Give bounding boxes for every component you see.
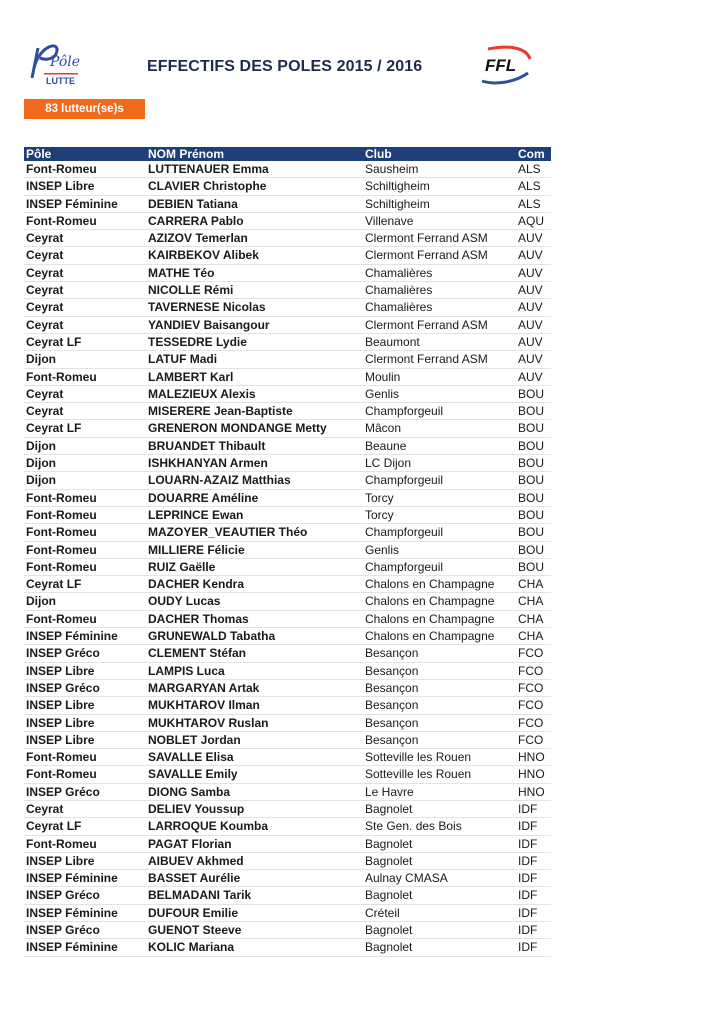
cell-com: HNO — [516, 749, 551, 766]
table-row — [24, 800, 551, 817]
table-row — [24, 593, 551, 610]
cell-com: FCO — [516, 714, 551, 731]
cell-pole: Font-Romeu — [24, 161, 146, 178]
table-row — [24, 368, 551, 385]
cell-com: FCO — [516, 731, 551, 748]
cell-pole: Ceyrat LF — [24, 420, 146, 437]
cell-com: BOU — [516, 472, 551, 489]
table-row — [24, 299, 551, 316]
cell-name: MARGARYAN Artak — [146, 679, 363, 696]
table-row — [24, 230, 551, 247]
cell-pole: Dijon — [24, 593, 146, 610]
cell-club: Sausheim — [363, 161, 516, 178]
cell-name: DUFOUR Emilie — [146, 904, 363, 921]
roster-table — [24, 147, 551, 957]
cell-club: Besançon — [363, 662, 516, 679]
column-header-com: Com — [516, 147, 551, 161]
cell-com: IDF — [516, 887, 551, 904]
cell-pole: Font-Romeu — [24, 524, 146, 541]
cell-pole: INSEP Féminine — [24, 939, 146, 956]
cell-club: Mâcon — [363, 420, 516, 437]
cell-com: AQU — [516, 212, 551, 229]
table-header-row — [24, 147, 551, 161]
cell-name: DACHER Thomas — [146, 610, 363, 627]
cell-name: BELMADANI Tarik — [146, 887, 363, 904]
cell-club: Bagnolet — [363, 852, 516, 869]
cell-com: FCO — [516, 662, 551, 679]
cell-club: Schiltigheim — [363, 195, 516, 212]
cell-name: MUKHTAROV Ruslan — [146, 714, 363, 731]
cell-club: Chamalières — [363, 264, 516, 281]
cell-pole: Ceyrat LF — [24, 818, 146, 835]
cell-club: Créteil — [363, 904, 516, 921]
table-row — [24, 783, 551, 800]
cell-name: MAZOYER_VEAUTIER Théo — [146, 524, 363, 541]
cell-club: Chamalières — [363, 299, 516, 316]
cell-pole: Ceyrat — [24, 316, 146, 333]
table-row — [24, 697, 551, 714]
table-row — [24, 247, 551, 264]
cell-com: ALS — [516, 178, 551, 195]
cell-club: Besançon — [363, 645, 516, 662]
table-row — [24, 282, 551, 299]
cell-club: Genlis — [363, 385, 516, 402]
cell-name: LAMBERT Karl — [146, 368, 363, 385]
cell-club: Bagnolet — [363, 887, 516, 904]
cell-pole: INSEP Libre — [24, 697, 146, 714]
table-row — [24, 628, 551, 645]
cell-pole: Dijon — [24, 351, 146, 368]
cell-club: Clermont Ferrand ASM — [363, 351, 516, 368]
cell-pole: INSEP Libre — [24, 662, 146, 679]
cell-pole: Dijon — [24, 472, 146, 489]
table-row — [24, 731, 551, 748]
cell-name: GRUNEWALD Tabatha — [146, 628, 363, 645]
cell-pole: Ceyrat — [24, 230, 146, 247]
cell-pole: Ceyrat — [24, 264, 146, 281]
cell-club: Champforgeuil — [363, 472, 516, 489]
table-row — [24, 316, 551, 333]
cell-name: LARROQUE Koumba — [146, 818, 363, 835]
table-row — [24, 489, 551, 506]
column-header-name: NOM Prénom — [146, 147, 363, 161]
cell-name: BRUANDET Thibault — [146, 437, 363, 454]
table-row — [24, 939, 551, 956]
cell-club: Villenave — [363, 212, 516, 229]
cell-name: SAVALLE Elisa — [146, 749, 363, 766]
cell-name: LUTTENAUER Emma — [146, 161, 363, 178]
cell-pole: INSEP Féminine — [24, 904, 146, 921]
cell-name: ISHKHANYAN Armen — [146, 455, 363, 472]
cell-club: Besançon — [363, 679, 516, 696]
cell-name: BASSET Aurélie — [146, 870, 363, 887]
cell-club: LC Dijon — [363, 455, 516, 472]
cell-com: HNO — [516, 783, 551, 800]
table-row — [24, 904, 551, 921]
cell-pole: Font-Romeu — [24, 835, 146, 852]
cell-name: DELIEV Youssup — [146, 800, 363, 817]
cell-club: Le Havre — [363, 783, 516, 800]
table-row — [24, 714, 551, 731]
cell-com: HNO — [516, 766, 551, 783]
cell-com: AUV — [516, 368, 551, 385]
cell-name: DEBIEN Tatiana — [146, 195, 363, 212]
cell-pole: Font-Romeu — [24, 749, 146, 766]
cell-club: Clermont Ferrand ASM — [363, 316, 516, 333]
cell-pole: INSEP Gréco — [24, 922, 146, 939]
cell-club: Chalons en Champagne — [363, 610, 516, 627]
cell-pole: Font-Romeu — [24, 368, 146, 385]
cell-com: AUV — [516, 333, 551, 350]
cell-club: Champforgeuil — [363, 524, 516, 541]
cell-club: Bagnolet — [363, 939, 516, 956]
cell-club: Clermont Ferrand ASM — [363, 230, 516, 247]
cell-name: CLAVIER Christophe — [146, 178, 363, 195]
cell-pole: INSEP Gréco — [24, 887, 146, 904]
cell-name: CLEMENT Stéfan — [146, 645, 363, 662]
cell-club: Moulin — [363, 368, 516, 385]
cell-club: Ste Gen. des Bois — [363, 818, 516, 835]
cell-com: BOU — [516, 437, 551, 454]
cell-pole: INSEP Féminine — [24, 195, 146, 212]
cell-com: BOU — [516, 506, 551, 523]
cell-name: MALEZIEUX Alexis — [146, 385, 363, 402]
cell-name: SAVALLE Emily — [146, 766, 363, 783]
cell-pole: INSEP Féminine — [24, 628, 146, 645]
cell-com: BOU — [516, 420, 551, 437]
cell-club: Bagnolet — [363, 835, 516, 852]
cell-club: Bagnolet — [363, 922, 516, 939]
cell-pole: INSEP Libre — [24, 178, 146, 195]
cell-pole: INSEP Libre — [24, 714, 146, 731]
table-row — [24, 212, 551, 229]
cell-club: Torcy — [363, 489, 516, 506]
cell-name: YANDIEV Baisangour — [146, 316, 363, 333]
cell-pole: INSEP Gréco — [24, 645, 146, 662]
cell-com: BOU — [516, 524, 551, 541]
cell-com: ALS — [516, 161, 551, 178]
cell-name: RUIZ Gaëlle — [146, 558, 363, 575]
cell-name: MILLIERE Félicie — [146, 541, 363, 558]
cell-com: BOU — [516, 403, 551, 420]
cell-pole: INSEP Libre — [24, 731, 146, 748]
cell-name: AZIZOV Temerlan — [146, 230, 363, 247]
cell-club: Sotteville les Rouen — [363, 749, 516, 766]
cell-com: BOU — [516, 385, 551, 402]
cell-name: TESSEDRE Lydie — [146, 333, 363, 350]
table-row — [24, 558, 551, 575]
cell-club: Chamalières — [363, 282, 516, 299]
table-row — [24, 351, 551, 368]
cell-pole: Font-Romeu — [24, 506, 146, 523]
cell-com: FCO — [516, 679, 551, 696]
cell-name: DIONG Samba — [146, 783, 363, 800]
cell-com: AUV — [516, 351, 551, 368]
cell-com: CHA — [516, 628, 551, 645]
cell-com: IDF — [516, 800, 551, 817]
cell-pole: Ceyrat — [24, 299, 146, 316]
cell-name: CARRERA Pablo — [146, 212, 363, 229]
table-row — [24, 420, 551, 437]
table-row — [24, 472, 551, 489]
table-row — [24, 610, 551, 627]
table-row — [24, 818, 551, 835]
cell-pole: INSEP Gréco — [24, 783, 146, 800]
cell-com: FCO — [516, 645, 551, 662]
table-row — [24, 264, 551, 281]
cell-name: NICOLLE Rémi — [146, 282, 363, 299]
table-row — [24, 852, 551, 869]
table-row — [24, 887, 551, 904]
cell-com: BOU — [516, 455, 551, 472]
cell-pole: Ceyrat LF — [24, 333, 146, 350]
cell-pole: Dijon — [24, 455, 146, 472]
cell-pole: Ceyrat — [24, 403, 146, 420]
cell-name: MATHE Téo — [146, 264, 363, 281]
cell-com: IDF — [516, 904, 551, 921]
cell-name: AIBUEV Akhmed — [146, 852, 363, 869]
table-row — [24, 524, 551, 541]
pole-lutte-logo — [26, 38, 84, 86]
column-header-pole: Pôle — [24, 147, 146, 161]
cell-pole: Ceyrat — [24, 800, 146, 817]
cell-club: Aulnay CMASA — [363, 870, 516, 887]
cell-name: DACHER Kendra — [146, 576, 363, 593]
cell-name: LAMPIS Luca — [146, 662, 363, 679]
count-badge: 83 lutteur(se)s — [24, 99, 145, 119]
cell-com: IDF — [516, 870, 551, 887]
table-row — [24, 679, 551, 696]
cell-club: Champforgeuil — [363, 403, 516, 420]
cell-com: BOU — [516, 541, 551, 558]
table-row — [24, 333, 551, 350]
cell-club: Bagnolet — [363, 800, 516, 817]
cell-pole: Font-Romeu — [24, 766, 146, 783]
pole-script-text: Pôle — [50, 54, 81, 70]
table-row — [24, 161, 551, 178]
cell-pole: Font-Romeu — [24, 610, 146, 627]
cell-com: CHA — [516, 610, 551, 627]
table-row — [24, 576, 551, 593]
cell-club: Besançon — [363, 714, 516, 731]
ffl-text: FFL — [485, 56, 517, 75]
cell-pole: Dijon — [24, 437, 146, 454]
cell-name: OUDY Lucas — [146, 593, 363, 610]
cell-club: Besançon — [363, 697, 516, 714]
cell-name: NOBLET Jordan — [146, 731, 363, 748]
cell-pole: Font-Romeu — [24, 558, 146, 575]
cell-club: Genlis — [363, 541, 516, 558]
table-row — [24, 403, 551, 420]
cell-club: Clermont Ferrand ASM — [363, 247, 516, 264]
cell-com: AUV — [516, 282, 551, 299]
cell-com: CHA — [516, 593, 551, 610]
cell-com: BOU — [516, 489, 551, 506]
cell-pole: Ceyrat — [24, 247, 146, 264]
table-row — [24, 749, 551, 766]
table-row — [24, 195, 551, 212]
cell-pole: Font-Romeu — [24, 541, 146, 558]
cell-club: Beaumont — [363, 333, 516, 350]
cell-club: Besançon — [363, 731, 516, 748]
table-row — [24, 385, 551, 402]
cell-club: Champforgeuil — [363, 558, 516, 575]
page-title: EFFECTIFS DES POLES 2015 / 2016 — [147, 58, 423, 75]
table-row — [24, 870, 551, 887]
cell-com: AUV — [516, 230, 551, 247]
cell-pole: INSEP Libre — [24, 852, 146, 869]
cell-pole: Ceyrat — [24, 385, 146, 402]
cell-com: IDF — [516, 922, 551, 939]
table-row — [24, 835, 551, 852]
cell-name: MISERERE Jean-Baptiste — [146, 403, 363, 420]
table-row — [24, 506, 551, 523]
cell-name: GUENOT Steeve — [146, 922, 363, 939]
cell-club: Schiltigheim — [363, 178, 516, 195]
cell-com: AUV — [516, 264, 551, 281]
cell-name: LATUF Madi — [146, 351, 363, 368]
cell-com: AUV — [516, 299, 551, 316]
cell-name: PAGAT Florian — [146, 835, 363, 852]
lutte-text: LUTTE — [46, 76, 75, 86]
cell-com: AUV — [516, 247, 551, 264]
cell-club: Chalons en Champagne — [363, 628, 516, 645]
cell-com: CHA — [516, 576, 551, 593]
cell-com: IDF — [516, 835, 551, 852]
table-row — [24, 437, 551, 454]
ffl-logo — [478, 45, 536, 85]
cell-name: KOLIC Mariana — [146, 939, 363, 956]
cell-club: Sotteville les Rouen — [363, 766, 516, 783]
cell-pole: INSEP Féminine — [24, 870, 146, 887]
table-row — [24, 455, 551, 472]
table-row — [24, 645, 551, 662]
cell-pole: Font-Romeu — [24, 489, 146, 506]
cell-com: BOU — [516, 558, 551, 575]
cell-com: IDF — [516, 939, 551, 956]
cell-pole: Font-Romeu — [24, 212, 146, 229]
table-row — [24, 662, 551, 679]
cell-name: MUKHTAROV Ilman — [146, 697, 363, 714]
table-row — [24, 541, 551, 558]
cell-name: LOUARN-AZAIZ Matthias — [146, 472, 363, 489]
table-row — [24, 766, 551, 783]
cell-club: Torcy — [363, 506, 516, 523]
table-row — [24, 178, 551, 195]
table-row — [24, 922, 551, 939]
cell-pole: INSEP Gréco — [24, 679, 146, 696]
table-body — [24, 161, 551, 956]
cell-name: GRENERON MONDANGE Metty — [146, 420, 363, 437]
cell-name: LEPRINCE Ewan — [146, 506, 363, 523]
cell-com: AUV — [516, 316, 551, 333]
cell-com: IDF — [516, 818, 551, 835]
cell-name: TAVERNESE Nicolas — [146, 299, 363, 316]
cell-club: Chalons en Champagne — [363, 593, 516, 610]
cell-name: KAIRBEKOV Alibek — [146, 247, 363, 264]
cell-com: IDF — [516, 852, 551, 869]
column-header-club: Club — [363, 147, 516, 161]
cell-club: Beaune — [363, 437, 516, 454]
cell-pole: Ceyrat — [24, 282, 146, 299]
cell-com: ALS — [516, 195, 551, 212]
cell-pole: Ceyrat LF — [24, 576, 146, 593]
cell-club: Chalons en Champagne — [363, 576, 516, 593]
cell-name: DOUARRE Améline — [146, 489, 363, 506]
cell-com: FCO — [516, 697, 551, 714]
